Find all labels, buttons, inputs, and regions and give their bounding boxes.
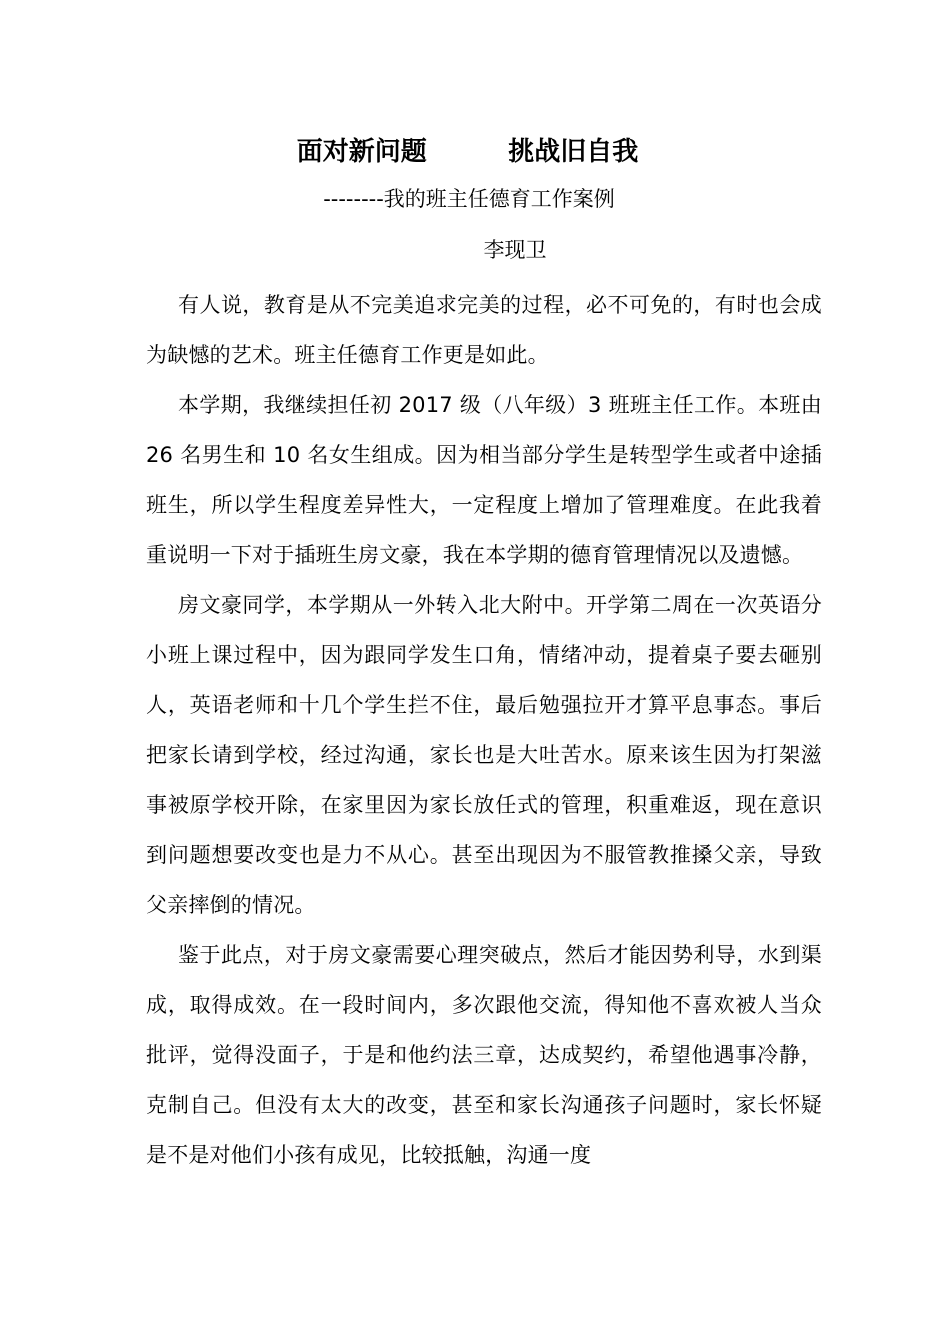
document-body [146, 280, 822, 1180]
document-subtitle: --------我的班主任德育工作案例 [323, 187, 615, 211]
document-author: 李现卫 [483, 238, 547, 262]
paragraph-1: 有人说，教育是从不完美追求完美的过程，必不可免的，有时也会成为缺憾的艺术。班主任德育工作更是如此。 [146, 293, 822, 367]
paragraph-4: 鉴于此点，对于房文豪需要心理突破点，然后才能因势利导，水到渠成，取得成效。在一段时间内，多次跟他交流，得知他不喜欢被人当众批评，觉得没面子，于是和他约法三章，达成契约，希望他遇事冷静，克制自己。但没有太大的改变，甚至和家长沟通孩子问题时，家长怀疑是不是对他们小孩有成见，比较抵触，沟通一度 [146, 943, 822, 1167]
paragraph-3: 房文豪同学，本学期从一外转入北大附中。开学第二周在一次英语分小班上课过程中，因为跟同学发生口角，情绪冲动，提着桌子要去砸别人，英语老师和十几个学生拦不住，最后勉强拉开才算平息事态。事后把家长请到学校，经过沟通，家长也是大吐苦水。原来该生因为打架滋事被原学校开除，在家里因为家长放任式的管理，积重难返，现在意识到问题想要改变也是力不从心。甚至出现因为不服管教推搡父亲，导致父亲摔倒的情况。 [146, 593, 822, 917]
document-title: 面对新问题 挑战旧自我 [296, 137, 639, 167]
paragraph-2: 本学期，我继续担任初 2017 级（八年级）3 班班主任工作。本班由 26 名男生和 10 名女生组成。因为相当部分学生是转型学生或者中途插班生，所以学生程度差异性大，一定程度上增加了管理难度。在此我着重说明一下对于插班生房文豪，我在本学期的德育管理情况以及遗憾。 [146, 393, 822, 567]
